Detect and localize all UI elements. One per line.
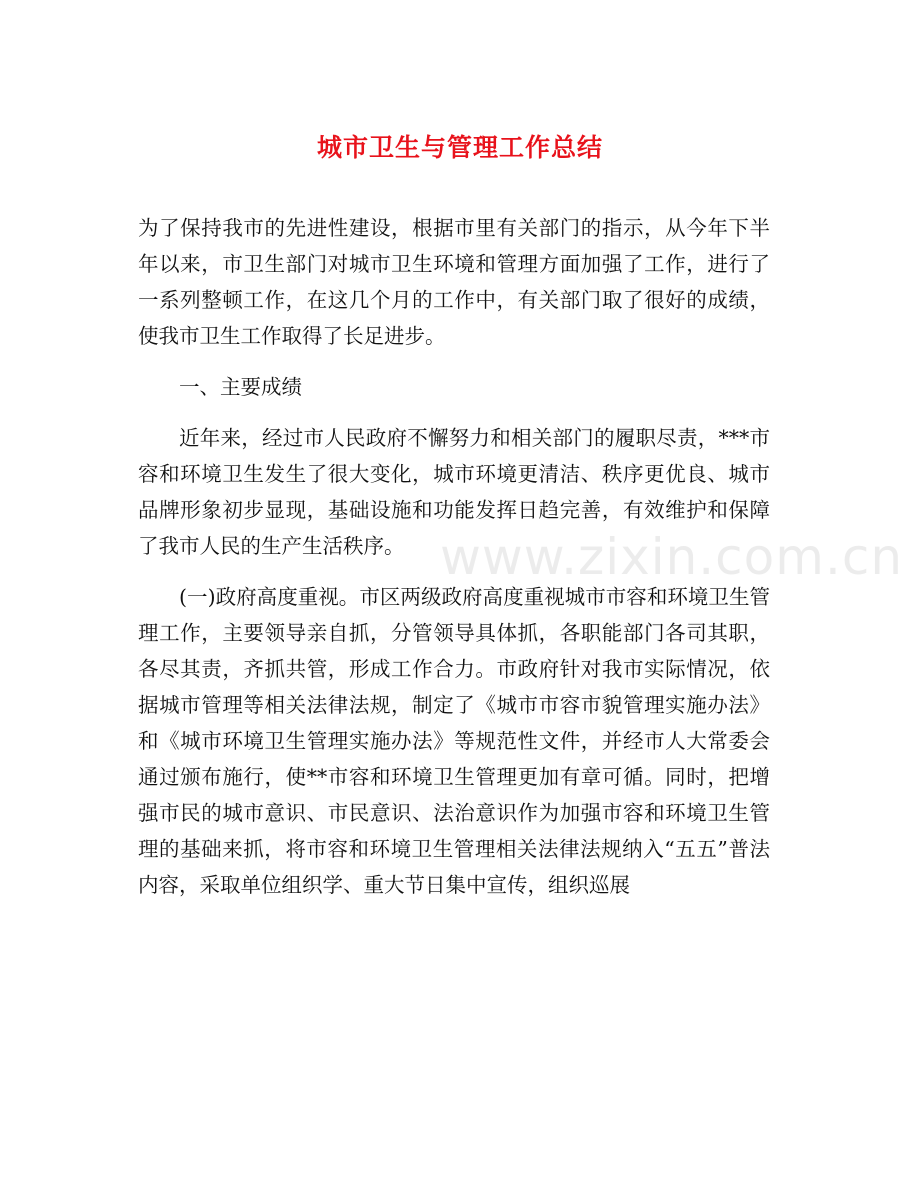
document-title: 城市卫生与管理工作总结 — [316, 133, 603, 162]
paragraph-government-attention: (一)政府高度重视。市区两级政府高度重视城市市容和环境卫生管理工作，主要领导亲自抓，分管领导具体抓，各职能部门各司其职，各尽其责，齐抓共管，形成工作合力。市政府针对我市实际情况，依据城市管理等相关法律法规，制定了《城市市容市貌管理实施办法》和《城市环境卫生管理实施办法》等规范性文件，并经市人大常委会通过颁布施行，使**市容和环境卫生管理更加有章可循。同时，把增强市民的城市意识、市民意识、法治意识作为加强市容和环境卫生管理的基础来抓，将市容和环境卫生管理相关法律法规纳入“五五”普法内容，采取单位组织学、重大节日集中宣传，组织巡展 — [138, 585, 770, 897]
watermark: www.zixin.com.cn — [440, 528, 904, 586]
paragraph-intro: 为了保持我市的先进性建设，根据市里有关部门的指示，从今年下半年以来，市卫生部门对城市卫生环境和管理方面加强了工作，进行了一系列整顿工作，在这几个月的工作中，有关部门取了很好的成绩，使我市卫生工作取得了长足进步。 — [138, 216, 770, 348]
section-heading-main-achievements: 一、主要成绩 — [179, 375, 302, 399]
paragraph-recent-years: 近年来，经过市人民政府不懈努力和相关部门的履职尽责，***市容和环境卫生发生了很大变化，城市环境更清洁、秩序更优良、城市品牌形象初步显现，基础设施和功能发挥日趋完善，有效维护和保障了我市人民的生产生活秩序。 — [138, 426, 770, 558]
